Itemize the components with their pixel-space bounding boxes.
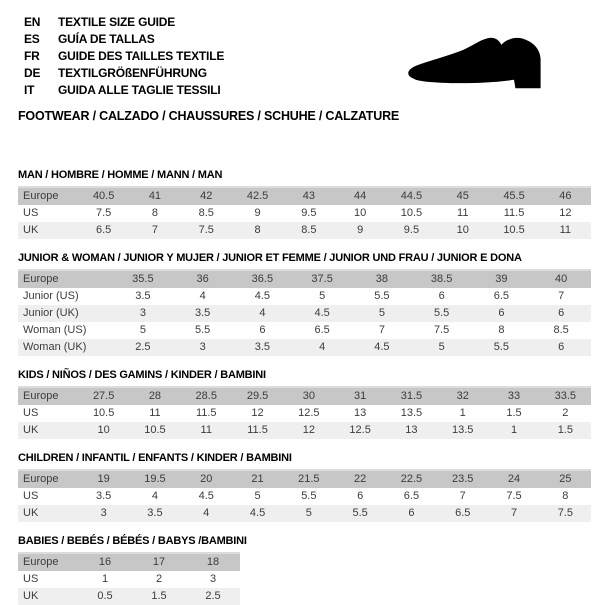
size-cell: 5.5 [194, 324, 211, 336]
table-row [18, 322, 591, 339]
size-cell: 4.5 [249, 507, 266, 519]
row-label: Europe [23, 473, 59, 485]
size-cell: 38 [375, 273, 388, 285]
size-cell: 40.5 [92, 190, 115, 202]
table-row [18, 339, 591, 356]
size-cell: 11.5 [247, 424, 268, 436]
size-cell: 6 [259, 324, 266, 336]
size-cell: 6 [438, 290, 445, 302]
size-cell: 11.5 [503, 207, 525, 219]
row-label: Europe [23, 390, 59, 402]
size-table [18, 386, 591, 439]
size-cell: 29.5 [246, 390, 269, 402]
row-label: Woman (US) [23, 324, 87, 336]
row-label: UK [23, 224, 39, 236]
size-cell: 5.5 [433, 307, 450, 319]
size-cell: 38.5 [430, 273, 453, 285]
size-cell: 2 [155, 573, 163, 585]
size-cell: 9 [254, 207, 261, 219]
size-cell: 7 [151, 224, 158, 236]
size-cell: 7 [459, 490, 466, 502]
language-label: GUIDE DES TAILLES TEXTILE [58, 49, 225, 63]
row-label: Europe [23, 556, 59, 568]
size-cell: 8.5 [553, 324, 569, 336]
size-cell: 36.5 [251, 273, 274, 285]
size-cell: 16 [98, 556, 112, 568]
row-label: US [23, 490, 39, 502]
dress-shoe-icon [396, 28, 576, 98]
table-row [18, 270, 591, 288]
size-table [18, 269, 591, 356]
size-cell: 3.5 [147, 507, 163, 519]
row-label: Junior (US) [23, 290, 79, 302]
size-table [18, 469, 591, 522]
size-cell: 37.5 [311, 273, 333, 285]
size-cell: 9.5 [403, 224, 420, 236]
table-row [18, 488, 591, 505]
row-label: Junior (UK) [23, 307, 79, 319]
size-cell: 5 [305, 507, 312, 519]
size-cell: 25 [559, 473, 572, 485]
size-table [18, 186, 591, 239]
size-cell: 41 [148, 190, 162, 202]
size-cell: 6 [498, 307, 505, 319]
size-cell: 42 [200, 190, 213, 202]
row-label: UK [23, 424, 39, 436]
row-label: Europe [23, 190, 59, 202]
size-cell: 18 [206, 556, 220, 568]
size-cell: 39 [495, 273, 508, 285]
table-title: MAN / HOMBRE / HOMME / MANN / MAN [18, 169, 223, 181]
size-cell: 6 [558, 341, 565, 353]
size-cell: 6.5 [96, 224, 112, 236]
size-cell: 10.5 [400, 207, 423, 219]
size-cell: 44 [354, 190, 367, 202]
size-cell: 7.5 [198, 224, 214, 236]
size-cell: 0.5 [97, 590, 113, 602]
size-table [18, 552, 240, 605]
size-cell: 24 [507, 473, 521, 485]
size-cell: 8.5 [301, 224, 317, 236]
size-cell: 36 [196, 273, 209, 285]
size-cell: 32 [456, 390, 469, 402]
size-cell: 11 [559, 224, 572, 236]
size-cell: 7.5 [96, 207, 112, 219]
size-cell: 10.5 [144, 424, 166, 436]
size-cell: 8 [562, 490, 569, 502]
size-cell: 1.5 [557, 424, 573, 436]
size-cell: 6.5 [314, 324, 330, 336]
size-cell: 5 [378, 307, 385, 319]
size-cell: 4 [259, 307, 266, 319]
size-cell: 33.5 [554, 390, 577, 402]
size-cell: 3.5 [194, 307, 211, 319]
size-cell: 8 [151, 207, 158, 219]
size-cell: 20 [200, 473, 213, 485]
language-code: IT [24, 83, 35, 97]
table-row [18, 222, 591, 239]
size-cell: 19 [97, 473, 110, 485]
size-cell: 1 [459, 407, 466, 419]
size-table-section [18, 369, 591, 439]
size-cell: 9 [357, 224, 364, 236]
size-cell: 10 [97, 424, 110, 436]
table-row [18, 422, 591, 439]
size-cell: 1.5 [151, 590, 167, 602]
table-row [18, 571, 240, 588]
size-cell: 13 [405, 424, 418, 436]
language-code: ES [24, 32, 40, 46]
size-cell: 35.5 [132, 273, 154, 285]
size-cell: 5 [254, 490, 261, 502]
size-cell: 3.5 [96, 490, 112, 502]
size-cell: 6.5 [455, 507, 471, 519]
table-row [18, 387, 591, 405]
size-cell: 17 [152, 556, 166, 568]
size-cell: 7.5 [433, 324, 450, 336]
size-cell: 8.5 [198, 207, 214, 219]
size-cell: 5 [438, 341, 445, 353]
size-cell: 4 [319, 341, 326, 353]
size-cell: 4.5 [374, 341, 390, 353]
size-cell: 30 [302, 390, 315, 402]
language-code: DE [24, 66, 41, 80]
size-cell: 5.5 [374, 290, 390, 302]
size-cell: 10 [354, 207, 367, 219]
size-cell: 2 [562, 407, 569, 419]
table-title: JUNIOR & WOMAN / JUNIOR Y MUJER / JUNIOR ET FEMME / JUNIOR UND FRAU / JUNIOR E DONA [18, 252, 522, 264]
size-cell: 8 [254, 224, 261, 236]
size-cell: 5 [319, 290, 326, 302]
size-cell: 1 [510, 424, 518, 436]
size-cell: 22.5 [400, 473, 423, 485]
size-cell: 12.5 [349, 424, 371, 436]
size-cell: 13 [354, 407, 367, 419]
language-label: GUÍA DE TALLAS [58, 32, 155, 46]
size-cell: 10.5 [503, 224, 525, 236]
table-row [18, 553, 240, 571]
row-label: UK [23, 507, 39, 519]
size-cell: 10 [456, 224, 469, 236]
table-title: KIDS / NIÑOS / DES GAMINS / KINDER / BAMBINI [18, 369, 266, 381]
size-cell: 4 [203, 507, 210, 519]
size-cell: 11 [149, 407, 161, 419]
size-cell: 3 [199, 341, 206, 353]
size-cell: 31.5 [400, 390, 423, 402]
size-cell: 4.5 [254, 290, 271, 302]
size-cell: 1 [101, 573, 109, 585]
size-cell: 6 [558, 307, 565, 319]
row-label: US [23, 407, 39, 419]
size-cell: 21 [251, 473, 264, 485]
size-cell: 33 [507, 390, 521, 402]
table-row [18, 205, 591, 222]
row-label: UK [23, 590, 39, 602]
size-cell: 12.5 [298, 407, 320, 419]
size-cell: 42.5 [246, 190, 269, 202]
category-title: FOOTWEAR / CALZADO / CHAUSSURES / SCHUHE / CALZATURE [18, 109, 400, 123]
size-cell: 2.5 [135, 341, 151, 353]
size-cell: 43 [302, 190, 315, 202]
row-label: US [23, 573, 39, 585]
size-cell: 13.5 [400, 407, 423, 419]
size-cell: 2.5 [205, 590, 221, 602]
language-label: TEXTILGRÖßENFÜHRUNG [58, 66, 207, 80]
size-table-section [18, 535, 591, 605]
size-cell: 23.5 [452, 473, 474, 485]
size-cell: 3 [209, 573, 217, 585]
size-cell: 4 [151, 490, 158, 502]
size-cell: 13.5 [452, 424, 474, 436]
size-cell: 7 [378, 324, 385, 336]
size-cell: 44.5 [400, 190, 423, 202]
size-cell: 12 [302, 424, 315, 436]
size-cell: 21.5 [298, 473, 320, 485]
size-cell: 9.5 [301, 207, 317, 219]
size-cell: 7 [558, 290, 565, 302]
size-table-section [18, 452, 591, 522]
language-label: GUIDA ALLE TAGLIE TESSILI [58, 83, 221, 97]
size-cell: 6.5 [403, 490, 420, 502]
size-cell: 45.5 [503, 190, 525, 202]
size-tables-container [18, 169, 591, 605]
size-cell: 46 [559, 190, 572, 202]
table-title: BABIES / BEBÉS / BÉBÉS / BABYS /BAMBINI [18, 535, 247, 547]
table-row [18, 288, 591, 305]
table-row [18, 187, 591, 205]
size-cell: 4 [199, 290, 206, 302]
size-cell: 19.5 [144, 473, 166, 485]
size-table-section [18, 169, 591, 239]
size-cell: 8 [498, 324, 505, 336]
table-title: CHILDREN / INFANTIL / ENFANTS / KINDER / BAMBINI [18, 452, 292, 464]
size-cell: 6.5 [493, 290, 510, 302]
size-cell: 11.5 [195, 407, 217, 419]
size-cell: 4.5 [198, 490, 214, 502]
row-label: US [23, 207, 39, 219]
size-cell: 3.5 [254, 341, 271, 353]
size-cell: 28.5 [195, 390, 217, 402]
size-cell: 28 [148, 390, 162, 402]
size-cell: 27.5 [92, 390, 115, 402]
size-cell: 7.5 [557, 507, 573, 519]
size-cell: 31 [354, 390, 367, 402]
table-row [18, 470, 591, 488]
size-cell: 22 [354, 473, 367, 485]
size-cell: 12 [559, 207, 572, 219]
size-cell: 7 [510, 507, 518, 519]
size-cell: 6 [357, 490, 364, 502]
size-cell: 40 [555, 273, 568, 285]
table-row [18, 505, 591, 522]
size-cell: 4.5 [314, 307, 330, 319]
size-cell: 11 [200, 424, 212, 436]
language-code: EN [24, 15, 41, 29]
language-label: TEXTILE SIZE GUIDE [58, 15, 176, 29]
size-cell: 10.5 [92, 407, 115, 419]
size-cell: 11 [457, 207, 469, 219]
size-cell: 45 [456, 190, 469, 202]
row-label: Woman (UK) [23, 341, 87, 353]
size-cell: 5.5 [352, 507, 368, 519]
table-row [18, 588, 240, 605]
table-row [18, 405, 591, 422]
language-code: FR [24, 49, 40, 63]
size-cell: 3.5 [135, 290, 151, 302]
table-row [18, 305, 591, 322]
row-label: Europe [23, 273, 59, 285]
size-cell: 7.5 [506, 490, 522, 502]
size-cell: 5.5 [301, 490, 317, 502]
size-cell: 3 [100, 507, 107, 519]
size-cell: 5 [139, 324, 146, 336]
size-cell: 1.5 [506, 407, 522, 419]
size-table-section [18, 252, 591, 356]
size-cell: 12 [251, 407, 264, 419]
size-cell: 6 [408, 507, 415, 519]
size-cell: 3 [139, 307, 146, 319]
size-cell: 5.5 [493, 341, 510, 353]
